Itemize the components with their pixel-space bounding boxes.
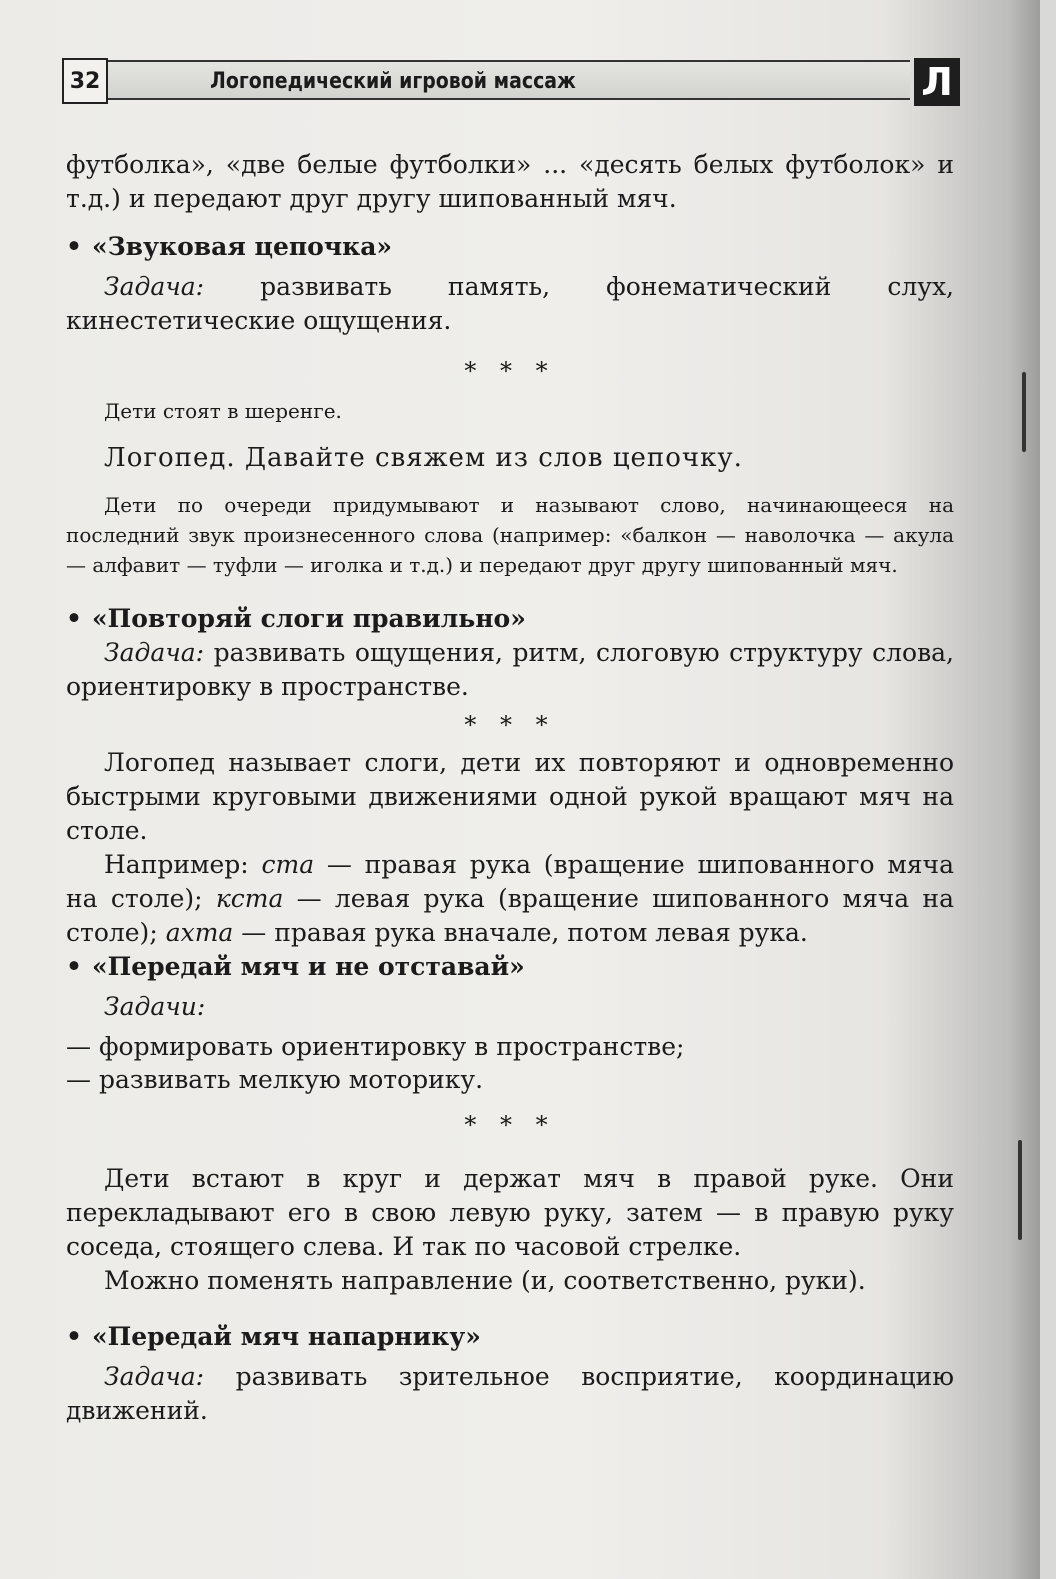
- task-list-item: — развивать мелкую моторику.: [66, 1065, 484, 1094]
- game-title: «Передай мяч и не отставай»: [92, 952, 525, 981]
- example-text: — левая рука (вращение шипованного мяча на столе);: [66, 884, 954, 947]
- game-title: «Передай мяч напарнику»: [92, 1322, 481, 1351]
- task-text: развивать ощущения, ритм, слоговую структуру слова, ориентировку в пространстве.: [66, 638, 954, 701]
- bullet-icon: •: [66, 1322, 82, 1351]
- task-paragraph: [66, 270, 954, 338]
- task-label: Задача:: [104, 1362, 205, 1391]
- paragraph-continuation: футболка», «две белые футболки» ... «десять белых футболок» и т.д.) и передают друг другу шипованный мяч.: [66, 150, 954, 213]
- example-text: — правая рука вначале, потом левая рука.: [233, 918, 808, 947]
- game-heading: [66, 230, 954, 264]
- page-body: [66, 148, 954, 1428]
- section-letter-badge: Л: [914, 58, 960, 106]
- logoped-line: Логопед. Давайте свяжем из слов цепочку.: [104, 443, 743, 473]
- game-title: «Звуковая цепочка»: [92, 232, 393, 261]
- game-heading: [66, 602, 954, 636]
- game-heading: [66, 950, 954, 984]
- task-text: развивать память, фонематический слух, кинестетические ощущения.: [66, 272, 954, 335]
- instruction-paragraph: Логопед называет слоги, дети их повторяют и одновременно быстрыми круговыми движениями одной рукой вращают мяч на столе.: [66, 748, 954, 845]
- section-divider-stars: * * *: [464, 711, 556, 739]
- instruction-paragraph: Можно поменять направление (и, соответственно, руки).: [104, 1266, 866, 1295]
- section-divider-stars: * * *: [464, 357, 556, 385]
- binding-staple: [1022, 372, 1026, 452]
- stage-direction: Дети стоят в шеренге.: [104, 399, 342, 423]
- running-title: Логопедический игровой массаж: [210, 68, 576, 94]
- bullet-icon: •: [66, 604, 82, 633]
- syllable: ахта: [165, 918, 234, 947]
- section-divider-stars: * * *: [464, 1111, 556, 1139]
- example-paragraph: [66, 848, 954, 950]
- bullet-icon: •: [66, 952, 82, 981]
- task-list-item: — формировать ориентировку в пространстве;: [66, 1032, 685, 1061]
- binding-staple: [1018, 1140, 1022, 1240]
- bullet-icon: •: [66, 232, 82, 261]
- task-paragraph: [66, 636, 954, 704]
- page-number: 32: [62, 58, 108, 104]
- task-text: развивать зрительное восприятие, координацию движений.: [66, 1362, 954, 1425]
- syllable: кста: [215, 884, 284, 913]
- task-label: Задача:: [104, 638, 205, 667]
- example-text: — правая рука (вращение шипованного мяча на столе);: [66, 850, 954, 913]
- example-lead: Например:: [104, 850, 262, 879]
- task-label: Задача:: [104, 272, 205, 301]
- page-header: [62, 58, 960, 108]
- tasks-label: Задачи:: [104, 992, 206, 1021]
- syllable: ста: [261, 850, 315, 879]
- game-heading: [66, 1320, 954, 1354]
- game-title: «Повторяй слоги правильно»: [92, 604, 526, 633]
- instruction-paragraph: Дети встают в круг и держат мяч в правой руке. Они перекладывают его в свою левую руку, затем — в правую руку соседа, стоящего слева. И так по часовой стрелке.: [66, 1164, 954, 1261]
- task-paragraph: [66, 1360, 954, 1428]
- stage-direction: Дети по очереди придумывают и называют слово, начинающееся на последний звук произнесенного слова (например: «балкон — наволочка — акула — алфавит — туфли — иголка и т.д.) и передают друг другу шипованный мяч.: [66, 493, 954, 577]
